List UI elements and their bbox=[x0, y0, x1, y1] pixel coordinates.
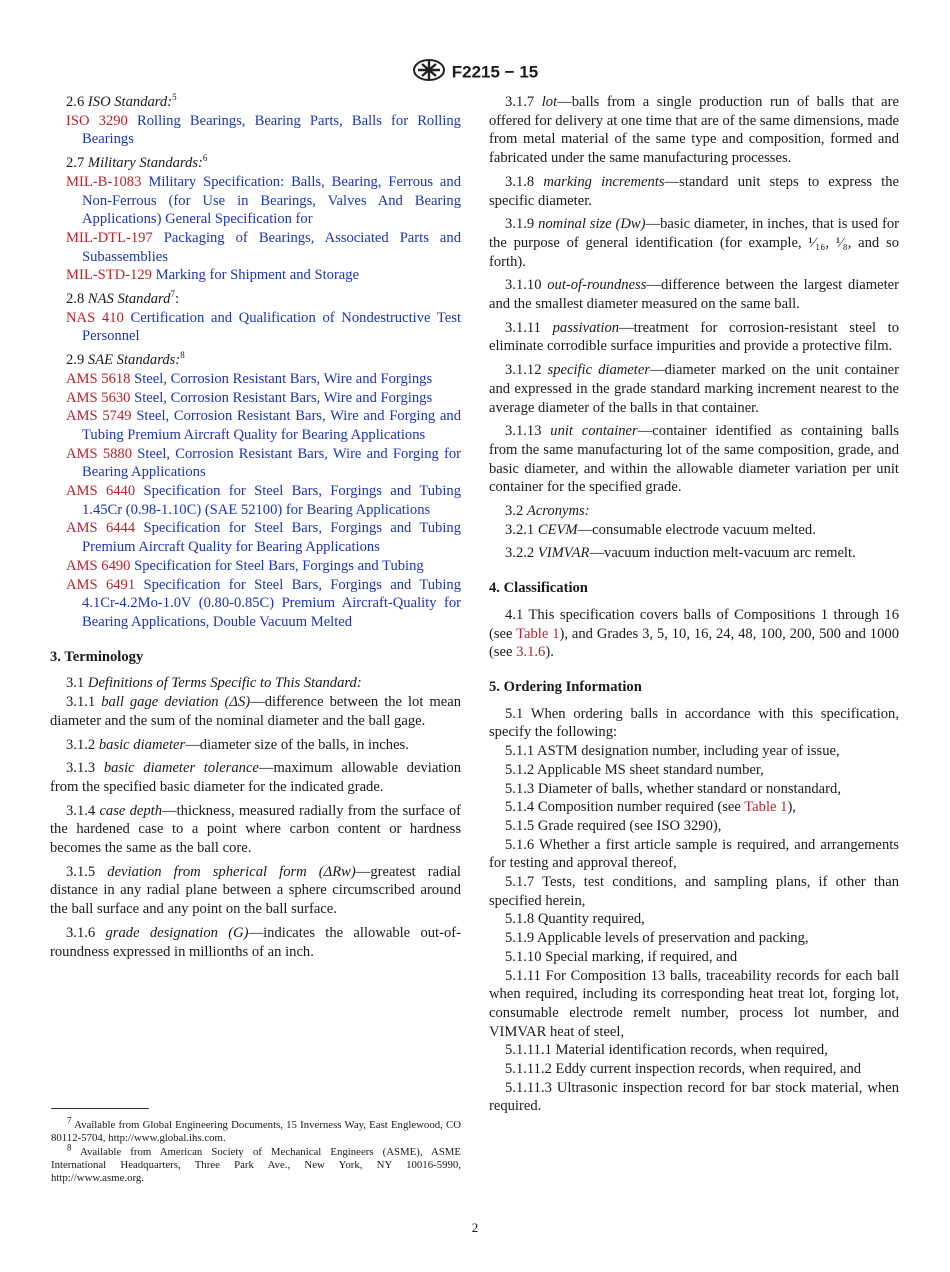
para-5-1-4: 5.1.4 Composition number required (see Table 1), bbox=[505, 799, 796, 816]
section-2-9: 2.9 SAE Standards:$^8$ bbox=[66, 350, 185, 369]
ref-ams-5880 bbox=[66, 445, 461, 482]
para-5-1: 5.1 When ordering balls in accordance with this specification, specify the following: bbox=[489, 705, 899, 741]
section-2-6: 2.6 ISO Standard:$^5$ bbox=[66, 92, 177, 110]
para-5-1-10: 5.1.10 Special marking, if required, and bbox=[505, 948, 738, 965]
section-4-heading: 4. Classification bbox=[489, 580, 588, 597]
para-5-1-8: 5.1.8 Quantity required, bbox=[505, 911, 645, 928]
ref-code[interactable]: AMS 5630 bbox=[66, 389, 131, 406]
ref-title[interactable]: Certification and Qualification of Nondestructive Test Personnel bbox=[82, 309, 462, 345]
ref-code[interactable]: AMS 6491 bbox=[66, 576, 136, 593]
term-3-1-2: 3.1.2 basic diameter—diameter size of the balls, in inches. bbox=[66, 736, 409, 753]
section-2-8: 2.8 NAS Standard$^7$: bbox=[66, 289, 180, 308]
ref-title[interactable]: Steel, Corrosion Resistant Bars, Wire and Forging for Bearing Applications bbox=[82, 445, 462, 481]
term-3-1-5: 3.1.5 deviation from spherical form (ΔRw)—greatest radial distance in any radial plane between a sphere circumscribed around the ball surface and any point on the ball surface. bbox=[50, 863, 461, 918]
ref-code[interactable]: AMS 6490 bbox=[66, 557, 131, 574]
ref-title[interactable]: Rolling Bearings, Bearing Parts, Balls for Rolling Bearings bbox=[82, 112, 461, 148]
para-5-1-11-1: 5.1.11.1 Material identification records, when required, bbox=[505, 1042, 828, 1059]
ref-mil-b-1083 bbox=[66, 173, 461, 229]
term-3-1: 3.1 Definitions of Terms Specific to This Standard: bbox=[66, 675, 362, 692]
ref-title[interactable]: Steel, Corrosion Resistant Bars, Wire and Forging and Tubing Premium Aircraft Quality for Bearing Applications bbox=[82, 408, 461, 443]
ref-ams-6444 bbox=[66, 519, 461, 556]
page-header bbox=[0, 58, 950, 87]
para-5-1-7: 5.1.7 Tests, test conditions, and sampling plans, if other than specified herein, bbox=[489, 874, 899, 909]
term-3-1-11: 3.1.11 passivation—treatment for corrosion-resistant steel to eliminate corrodible surface impurities and provide a protective film. bbox=[489, 319, 900, 355]
para-5-1-1: 5.1.1 ASTM designation number, including year of issue, bbox=[505, 743, 840, 760]
para-5-1-3: 5.1.3 Diameter of balls, whether standard or nonstandard, bbox=[505, 780, 841, 797]
section-3-1-6-link[interactable]: 3.1.6 bbox=[516, 644, 546, 661]
section-2-7: 2.7 Military Standards:$^6$ bbox=[66, 153, 208, 172]
term-3-1-10: 3.1.10 out-of-roundness—difference between the largest diameter and the smallest diameter measured on the same ball. bbox=[489, 277, 899, 313]
ref-title[interactable]: Specification for Steel Bars, Forgings and Tubing 1.45Cr (0.98-1.10C) (SAE 52100) for Bearing Applications bbox=[82, 483, 461, 518]
ref-ams-5618 bbox=[66, 370, 461, 389]
ref-mil-std-129 bbox=[66, 266, 461, 285]
term-3-1-4: 3.1.4 case depth—thickness, measured radially from the surface of the hardened case to a point where carbon content or hardness becomes the same as the ball core. bbox=[50, 802, 461, 857]
para-4-1: 4.1 This specification covers balls of Compositions 1 through 16 (see Table 1), and Grades 3, 5, 10, 16, 24, 48, 100, 200, 500 and 1000 (see 3.1.6). bbox=[489, 606, 899, 661]
right-column bbox=[489, 93, 899, 1116]
ref-title[interactable]: Military Specification: Balls, Bearing, Ferrous and Non-Ferrous (for Use in Bearings, Valves And Bearing Applications) General Specification for bbox=[82, 173, 461, 228]
ref-code[interactable]: AMS 5880 bbox=[66, 445, 133, 462]
term-3-1-6: 3.1.6 grade designation (G)—indicates the allowable out-of-roundness expressed in millionths of an inch. bbox=[50, 924, 461, 960]
ref-title[interactable]: Specification for Steel Bars, Forgings and Tubing Premium Aircraft Quality for Bearing Applications bbox=[82, 520, 461, 556]
para-5-1-9: 5.1.9 Applicable levels of preservation and packing, bbox=[505, 930, 809, 947]
left-column bbox=[50, 92, 462, 961]
ref-code[interactable]: AMS 5749 bbox=[66, 408, 132, 425]
term-3-1-8: 3.1.8 marking increments—standard unit steps to express the specific diameter. bbox=[489, 173, 899, 209]
para-5-1-2: 5.1.2 Applicable MS sheet standard number, bbox=[505, 761, 764, 778]
page-number: 2 bbox=[471, 1220, 479, 1235]
ref-code[interactable]: AMS 6444 bbox=[66, 520, 136, 537]
ref-ams-5749 bbox=[66, 407, 461, 444]
term-3-1-1: 3.1.1 ball gage deviation (ΔS)—difference between the lot mean diameter and the sum of the nominal diameter and the ball gage. bbox=[50, 694, 462, 729]
ref-mil-dtl-197 bbox=[66, 229, 461, 266]
ref-title[interactable]: Steel, Corrosion Resistant Bars, Wire and Forgings bbox=[134, 370, 433, 387]
ref-title[interactable]: Specification for Steel Bars, Forgings and Tubing bbox=[134, 557, 424, 574]
ref-title[interactable]: Specification for Steel Bars, Forgings and Tubing 4.1Cr-4.2Mo-1.0V (0.80-0.85C) Premium Aircraft-Quality for Bearing Applications, Double Vacuum Melted bbox=[82, 576, 461, 630]
document-id: F2215 − 15 bbox=[451, 62, 539, 82]
footnote-rule bbox=[51, 1108, 149, 1109]
ref-ams-5630 bbox=[66, 389, 461, 408]
term-3-1-7: 3.1.7 lot—balls from a single production run of balls that are offered for delivery at one time that are of the same dimensions, made from metal material of the same type and composition, formed and fabricated under the same manufacturing processes. bbox=[489, 94, 899, 167]
para-5-1-6: 5.1.6 Whether a first article sample is required, and arrangements for testing and approval thereof, bbox=[489, 836, 899, 872]
footnote-8: $^8$ Available from American Society of Mechanical Engineers (ASME), ASME International Headquarters, Three Park Ave., New York, NY 10016-5990, http://www.asme.org. bbox=[51, 1142, 461, 1185]
section-3-heading: 3. Terminology bbox=[50, 648, 144, 665]
term-3-1-12: 3.1.12 specific diameter—diameter marked on the unit container and expressed in the grade standard marking increment nearest to the average diameter of the balls in that container. bbox=[489, 362, 899, 416]
astm-logo-icon bbox=[412, 58, 446, 87]
table-1-link[interactable]: Table 1 bbox=[744, 799, 788, 816]
ref-ams-6491 bbox=[66, 576, 461, 632]
ref-title[interactable]: Marking for Shipment and Storage bbox=[155, 267, 360, 284]
ref-code[interactable]: MIL-B-1083 bbox=[66, 173, 142, 190]
ref-code[interactable]: MIL-STD-129 bbox=[66, 267, 152, 284]
para-5-1-5: 5.1.5 Grade required (see ISO 3290), bbox=[505, 817, 722, 834]
ref-code[interactable]: ISO 3290 bbox=[66, 112, 128, 129]
ref-ams-6440 bbox=[66, 482, 461, 519]
term-3-1-13: 3.1.13 unit container—container identified as containing balls from the same manufacturing lot of the same composition, grade, and basic diameter, and within the allowable diameter variation per unit container for the specified grade. bbox=[489, 423, 899, 496]
ref-code[interactable]: AMS 6440 bbox=[66, 483, 136, 500]
table-1-link[interactable]: Table 1 bbox=[516, 625, 560, 642]
footnote-7: $^7$ Available from Global Engineering Documents, 15 Inverness Way, East Englewood, CO 80112-5704, http://www.global.ihs.com. bbox=[51, 1115, 461, 1145]
ref-nas-410 bbox=[66, 309, 461, 346]
ref-code[interactable]: NAS 410 bbox=[66, 309, 124, 326]
term-3-2-1: 3.2.1 CEVM—consumable electrode vacuum melted. bbox=[505, 521, 816, 538]
ref-iso-3290 bbox=[66, 112, 461, 149]
term-3-2-2: 3.2.2 VIMVAR—vacuum induction melt-vacuum arc remelt. bbox=[505, 545, 856, 562]
ref-title[interactable]: Steel, Corrosion Resistant Bars, Wire and Forgings bbox=[134, 389, 433, 406]
section-5-heading: 5. Ordering Information bbox=[489, 678, 642, 695]
ref-title[interactable]: Packaging of Bearings, Associated Parts and Subassemblies bbox=[82, 229, 462, 265]
para-5-1-11-2: 5.1.11.2 Eddy current inspection records, when required, and bbox=[505, 1061, 862, 1078]
term-3-1-9: 3.1.9 nominal size (Dw)—basic diameter, in inches, that is used for the purpose of general identification (for example, ¹⁄₁₆, ¹⁄₈, and so forth). bbox=[489, 216, 899, 270]
para-5-1-11-3: 5.1.11.3 Ultrasonic inspection record for bar stock material, when required. bbox=[489, 1079, 899, 1115]
term-3-1-3: 3.1.3 basic diameter tolerance—maximum allowable deviation from the specified basic diameter for the indicated grade. bbox=[50, 760, 461, 795]
para-5-1-11: 5.1.11 For Composition 13 balls, traceability records for each ball when required, including its corresponding heat treat lot, forging lot, consumable electrode remelt number, process lot number, and VIMVAR heat of steel, bbox=[489, 967, 899, 1040]
ref-code[interactable]: MIL-DTL-197 bbox=[66, 229, 153, 246]
ref-ams-6490 bbox=[66, 557, 461, 576]
term-3-2: 3.2 Acronyms: bbox=[505, 503, 590, 520]
ref-code[interactable]: AMS 5618 bbox=[66, 370, 131, 387]
